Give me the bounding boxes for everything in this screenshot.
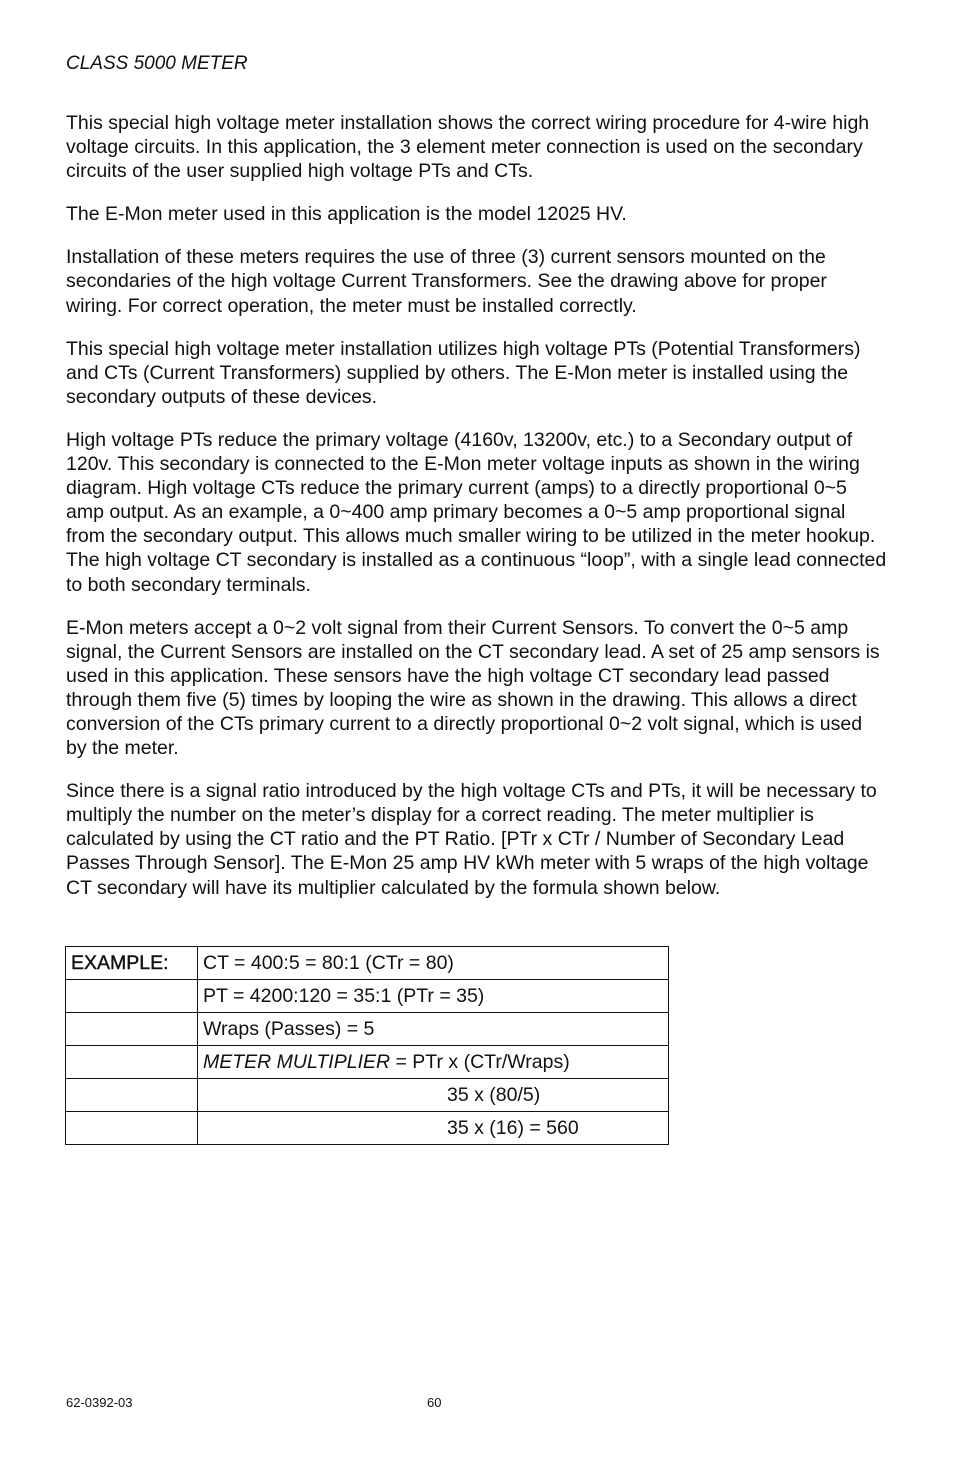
empty-label-cell [66, 1046, 198, 1079]
paragraph-multiplier: Since there is a signal ratio introduced by the high voltage CTs and PTs, it will be necessary to multiply the number on the meter’s display for a correct reading. The meter multiplier is calculated by using the CT ratio and the PT Ratio. [PTr x CTr / Number of Secondary Lead Passes Through Sensor]. The E-Mon 25 amp HV kWh meter with 5 wraps of the high voltage CT secondary will have its multiplier calculated by the formula shown below. [66, 780, 877, 899]
paragraph-meter-model: The E-Mon meter used in this application is the model 12025 HV. [66, 203, 627, 226]
empty-label-cell [66, 1013, 198, 1046]
table-row [66, 1046, 669, 1079]
empty-label-cell [66, 1112, 198, 1145]
empty-label-cell [66, 980, 198, 1013]
page-number: 60 [427, 1395, 442, 1410]
table-row [66, 1079, 669, 1112]
pt-ratio-cell: PT = 4200:120 = 35:1 (PTr = 35) [198, 980, 669, 1013]
example-label-cell [66, 947, 198, 980]
multiplier-formula-cell [198, 1046, 669, 1079]
example-label: EXAMPLE: [71, 952, 169, 974]
ct-ratio-cell: CT = 400:5 = 80:1 (CTr = 80) [198, 947, 669, 980]
paragraph-pts-cts: This special high voltage meter installation utilizes high voltage PTs (Potential Transformers) and CTs (Current Transformers) supplied by others. The E-Mon meter is installed using the secondary outputs of these devices. [66, 337, 861, 408]
empty-label-cell [66, 1079, 198, 1112]
page-header-title: CLASS 5000 METER [66, 53, 248, 74]
multiplier-formula: = PTr x (CTr/Wraps) [390, 1051, 570, 1073]
paragraph-voltage-reduction: High voltage PTs reduce the primary voltage (4160v, 13200v, etc.) to a Secondary output of 120v. This secondary is connected to the E-Mon meter voltage inputs as shown in the wiring diagram. High voltage CTs reduce the primary current (amps) to a directly proportional 0~5 amp output. As an example, a 0~400 amp primary becomes a 0~5 amp proportional signal from the secondary output. This allows much smaller wiring to be utilized in the meter hookup. The high voltage CT secondary is installed as a continuous “loop”, with a single lead connected to both secondary terminals. [66, 428, 887, 596]
table-row [66, 1112, 669, 1145]
paragraph-installation-overview: This special high voltage meter installation shows the correct wiring procedure for 4-wire high voltage circuits. In this application, the 3 element meter connection is used on the secondary circuits of the user supplied high voltage PTs and CTs. [66, 112, 870, 183]
calculation-step-1: 35 x (80/5) [198, 1079, 669, 1112]
paragraph-signal-conversion: E-Mon meters accept a 0~2 volt signal from their Current Sensors. To convert the 0~5 amp signal, the Current Sensors are installed on the CT secondary lead. A set of 25 amp sensors is used in this application. These sensors have the high voltage CT secondary lead passed through them five (5) times by looping the wire as shown in the drawing. This allows a direct conversion of the CTs primary current to a directly proportional 0~2 volt signal, which is used by the meter. [66, 616, 880, 760]
wraps-cell: Wraps (Passes) = 5 [198, 1013, 669, 1046]
document-number: 62-0392-03 [66, 1395, 133, 1410]
calculation-result: 35 x (16) = 560 [198, 1112, 669, 1145]
meter-multiplier-term: METER MULTIPLIER [203, 1051, 391, 1073]
table-row [66, 947, 669, 980]
body-text [66, 111, 888, 919]
paragraph-current-sensors: Installation of these meters requires the use of three (3) current sensors mounted on the secondaries of the high voltage Current Transformers. See the drawing above for proper wiring. For correct operation, the meter must be installed correctly. [66, 246, 827, 317]
example-table [65, 946, 669, 1145]
table-row [66, 980, 669, 1013]
table-row [66, 1013, 669, 1046]
